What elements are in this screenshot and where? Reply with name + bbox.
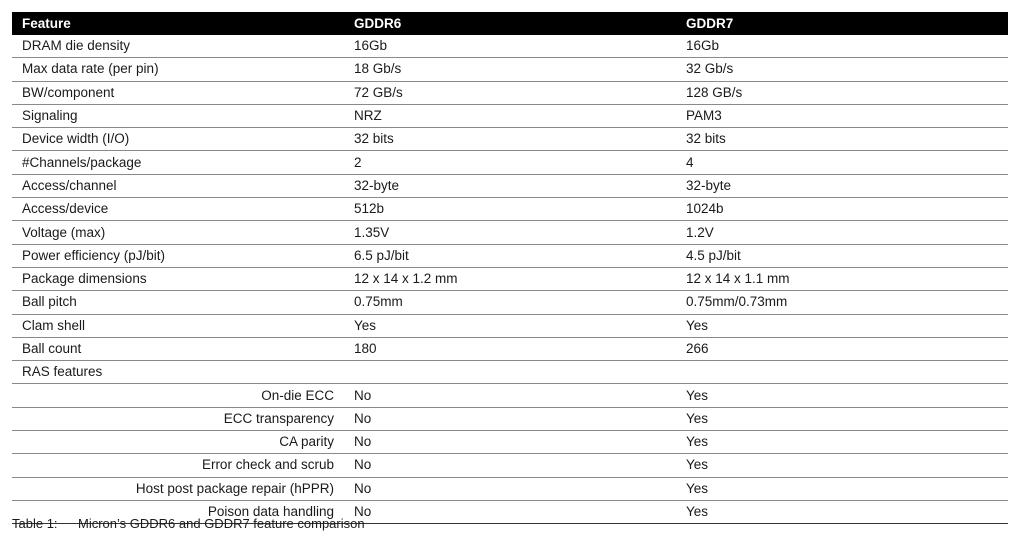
table-row [12, 104, 1008, 127]
feature-cell: Clam shell [12, 314, 344, 337]
header-row [12, 12, 1008, 35]
feature-cell: Max data rate (per pin) [12, 58, 344, 81]
feature-cell: DRAM die density [12, 35, 344, 58]
gddr6-cell: 32-byte [344, 174, 676, 197]
gddr7-cell: 0.75mm/0.73mm [676, 291, 1008, 314]
gddr7-cell: Yes [676, 407, 1008, 430]
gddr-comparison-table [12, 12, 1008, 524]
gddr6-cell: 12 x 14 x 1.2 mm [344, 267, 676, 290]
gddr7-cell: Yes [676, 500, 1008, 523]
gddr7-cell: 4 [676, 151, 1008, 174]
table-row [12, 407, 1008, 430]
gddr6-cell: No [344, 454, 676, 477]
feature-cell: ECC transparency [12, 407, 344, 430]
gddr6-cell: 6.5 pJ/bit [344, 244, 676, 267]
gddr6-cell: 2 [344, 151, 676, 174]
gddr7-cell: 32 bits [676, 128, 1008, 151]
gddr6-cell: No [344, 431, 676, 454]
table-row [12, 81, 1008, 104]
table-row [12, 477, 1008, 500]
feature-cell: RAS features [12, 361, 344, 384]
table-row [12, 267, 1008, 290]
gddr7-cell: 32-byte [676, 174, 1008, 197]
caption-label: Table 1: [12, 516, 58, 531]
gddr6-cell: No [344, 407, 676, 430]
feature-cell: Ball pitch [12, 291, 344, 314]
feature-cell: #Channels/package [12, 151, 344, 174]
gddr6-cell: No [344, 477, 676, 500]
gddr7-cell: Yes [676, 384, 1008, 407]
table-row [12, 384, 1008, 407]
table-row [12, 58, 1008, 81]
table-row [12, 35, 1008, 58]
table-row [12, 221, 1008, 244]
feature-cell: Ball count [12, 337, 344, 360]
table-row [12, 291, 1008, 314]
header-gddr7: GDDR7 [686, 16, 734, 31]
feature-cell: On-die ECC [12, 384, 344, 407]
gddr7-cell: 4.5 pJ/bit [676, 244, 1008, 267]
feature-cell: Power efficiency (pJ/bit) [12, 244, 344, 267]
header-gddr6: GDDR6 [354, 16, 402, 31]
gddr6-cell: 18 Gb/s [344, 58, 676, 81]
gddr6-cell: 512b [344, 198, 676, 221]
comparison-table-container [12, 12, 1008, 524]
table-row [12, 361, 1008, 384]
feature-cell: Host post package repair (hPPR) [12, 477, 344, 500]
table-row [12, 198, 1008, 221]
caption-text: Micron’s GDDR6 and GDDR7 feature comparison [78, 516, 365, 531]
gddr7-cell: 266 [676, 337, 1008, 360]
table-row [12, 244, 1008, 267]
gddr6-cell: 72 GB/s [344, 81, 676, 104]
feature-cell: Access/channel [12, 174, 344, 197]
gddr7-cell: Yes [676, 477, 1008, 500]
header-feature: Feature [22, 16, 71, 31]
gddr6-cell: 180 [344, 337, 676, 360]
gddr6-cell: 32 bits [344, 128, 676, 151]
gddr7-cell: 16Gb [676, 35, 1008, 58]
gddr6-cell: NRZ [344, 104, 676, 127]
gddr6-cell: 1.35V [344, 221, 676, 244]
gddr7-cell: 1.2V [676, 221, 1008, 244]
gddr6-cell: No [344, 500, 676, 523]
gddr7-cell: Yes [676, 431, 1008, 454]
gddr6-cell: 16Gb [344, 35, 676, 58]
table-row [12, 314, 1008, 337]
table-row [12, 128, 1008, 151]
gddr7-cell: Yes [676, 454, 1008, 477]
gddr7-cell: 1024b [676, 198, 1008, 221]
table-row [12, 151, 1008, 174]
gddr7-cell: 32 Gb/s [676, 58, 1008, 81]
table-caption [12, 516, 365, 531]
feature-cell: Access/device [12, 198, 344, 221]
table-header [12, 12, 1008, 35]
table-row [12, 431, 1008, 454]
table-row [12, 454, 1008, 477]
feature-cell: Package dimensions [12, 267, 344, 290]
gddr7-cell: Yes [676, 314, 1008, 337]
feature-cell: Signaling [12, 104, 344, 127]
feature-cell: CA parity [12, 431, 344, 454]
feature-cell: Voltage (max) [12, 221, 344, 244]
gddr6-cell: Yes [344, 314, 676, 337]
feature-cell: BW/component [12, 81, 344, 104]
gddr6-cell [344, 361, 676, 384]
table-row [12, 174, 1008, 197]
feature-cell: Poison data handling [12, 500, 344, 523]
gddr6-cell: No [344, 384, 676, 407]
table-body [12, 35, 1008, 524]
gddr7-cell: 128 GB/s [676, 81, 1008, 104]
gddr6-cell: 0.75mm [344, 291, 676, 314]
table-row [12, 337, 1008, 360]
feature-cell: Error check and scrub [12, 454, 344, 477]
gddr7-cell [676, 361, 1008, 384]
gddr7-cell: PAM3 [676, 104, 1008, 127]
feature-cell: Device width (I/O) [12, 128, 344, 151]
gddr7-cell: 12 x 14 x 1.1 mm [676, 267, 1008, 290]
